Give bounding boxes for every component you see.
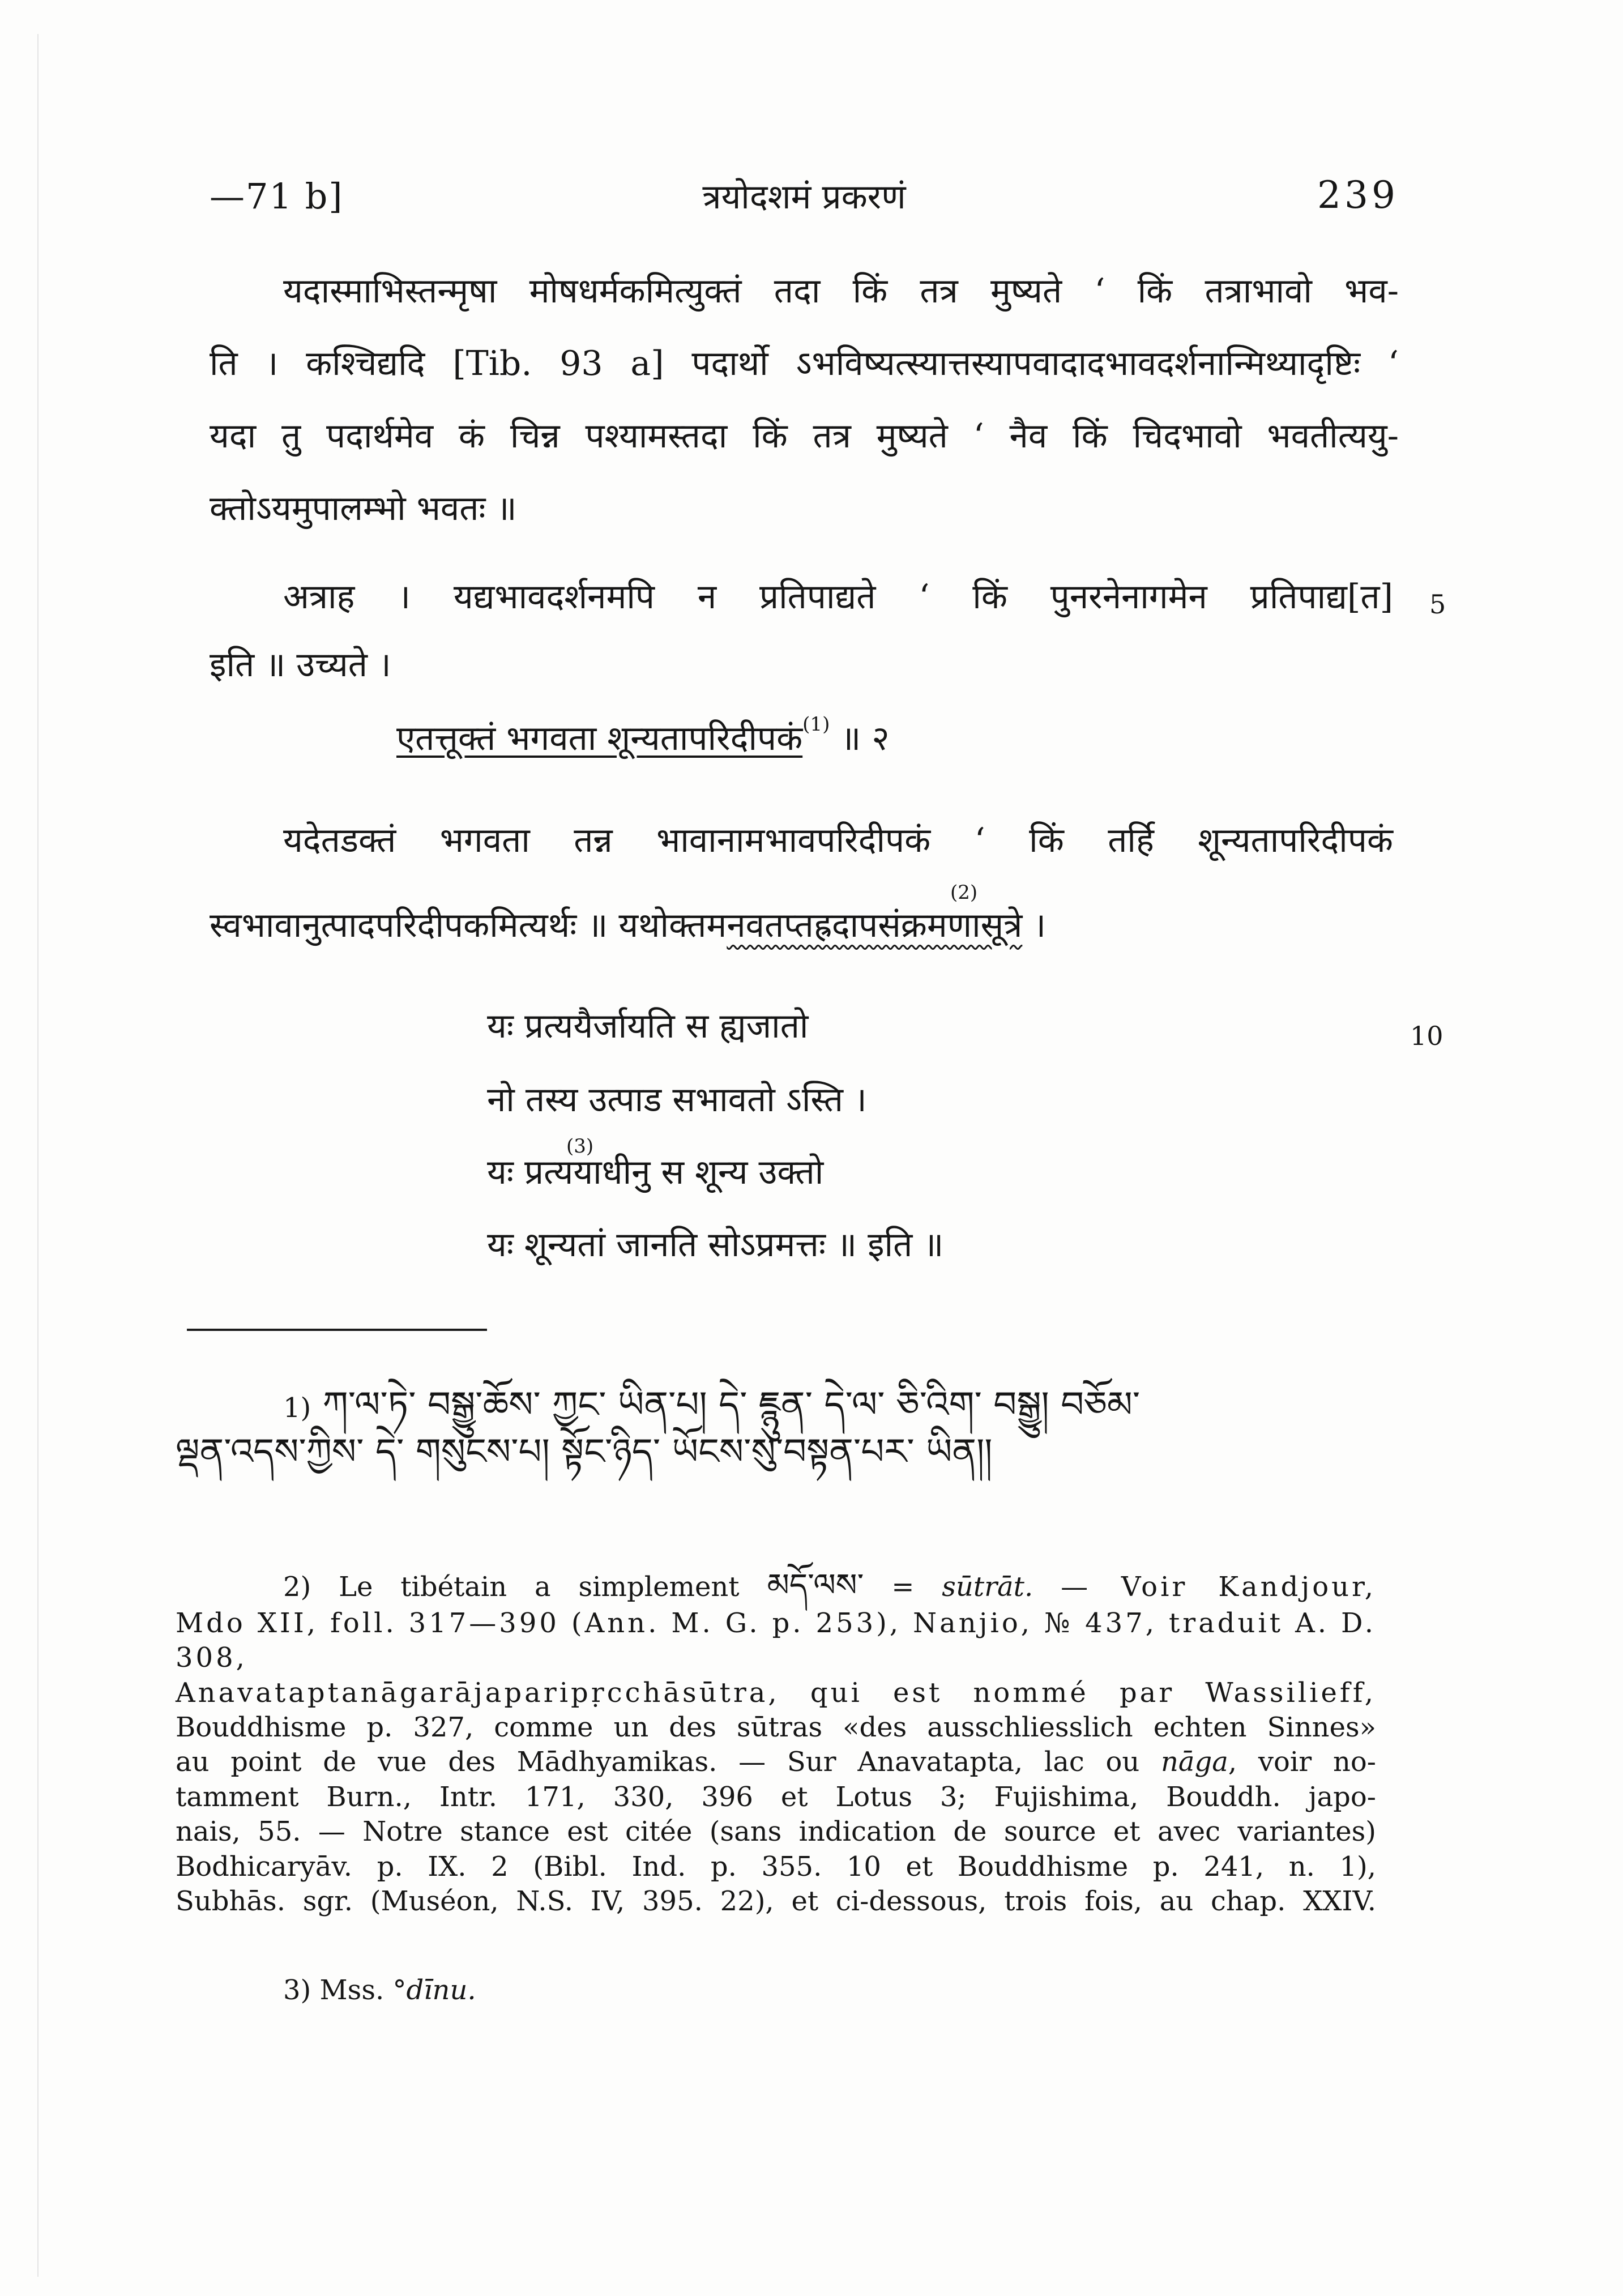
para1-line1: यदास्माभिस्तन्मृषा मोषधर्मकमित्युक्तं तदा किं तत्र मुष्यते ‘ किं तत्राभावो भव- <box>283 271 1399 311</box>
footnote-3-reading: °dīnu. <box>392 1974 476 2006</box>
footnote-3-start: Mss. <box>319 1974 385 2006</box>
footnote-2-line4: Bouddhisme p. 327, comme un des sūtras «des ausschliesslich echten Sinnes» <box>176 1711 1376 1743</box>
footnote-1-line2: ལྡན་འདས་ཀྱིས་ དེ་ གསུངས་པ། སྟོང་ཉིད་ ཡོངས་སུ་བསྟན་པར་ ཡིན།། <box>176 1431 993 1474</box>
footnote-2-sutrat: sūtrāt. <box>942 1571 1033 1603</box>
footnote-2-tibetan: མདོ་ལས་ <box>767 1567 864 1604</box>
para1-line3: यदा तु पदार्थमेव कं चिन्न पश्यामस्तदा किं तत्र मुष्यते ‘ नैव किं चिदभावो भवतीत्ययु- <box>210 416 1399 456</box>
verse-line-2: नो तस्य उत्पाड सभावतो ऽस्ति । <box>487 1080 867 1120</box>
footnote-2-equals: = <box>891 1571 915 1603</box>
footnote-2-line3: Anavataptanāgarājaparipṛcchāsūtra, qui est nommé par Wassilieff, <box>176 1676 1376 1709</box>
page-number: 239 <box>1317 173 1399 217</box>
line-number-10: 10 <box>1410 1021 1443 1051</box>
footnote-2-marker: 2) <box>283 1571 311 1603</box>
line-number-5: 5 <box>1429 589 1446 620</box>
footnote-2-start: Le tibétain a simplement <box>339 1571 740 1603</box>
footnote-2-line6: tamment Burn., Intr. 171, 330, 396 et Lotus 3; Fujishima, Bouddh. japo- <box>176 1781 1376 1813</box>
footnote-2-line8: Bodhicaryāv. p. IX. 2 (Bibl. Ind. p. 355. 10 et Bouddhisme p. 241, n. 1), <box>176 1850 1376 1883</box>
para3-line1: यदेतडक्तं भगवता तन्न भावानामभावपरिदीपकं ‘ किं तर्हि शून्यतापरिदीपकं <box>283 821 1393 860</box>
footnote-2-line7: nais, 55. — Notre stance est citée (sans indication de source et avec variantes) <box>176 1816 1376 1848</box>
para3-line2-start: स्वभावानुत्पादपरिदीपकमित्यर्थः ॥ यथोक्तम <box>210 906 727 945</box>
verse-line-3: यः प्रत्ययाधीनु स शून्य उक्तो <box>487 1153 824 1192</box>
para2-line1: अत्राह । यद्यभावदर्शनमपि न प्रतिपाद्यते ‘ किं पुनरनेनागमेन प्रतिपाद्य[त] <box>283 577 1393 617</box>
verse-line-4: यः शून्यतां जानति सोऽप्रमत्तः ॥ इति ॥ <box>487 1225 944 1265</box>
footnote-1-line1 <box>176 1382 1376 1429</box>
header-chapter-title: त्रयोदशमं प्रकरणं <box>702 177 906 217</box>
footnote-2-line9: Subhās. sgr. (Muséon, N.S. IV, 395. 22), et ci-dessous, trois fois, au chap. XXIV. <box>176 1885 1376 1918</box>
page-edge <box>37 34 39 2277</box>
para3-line2-end: । <box>1022 906 1047 945</box>
sutra-title: नवतप्तह्रदापसंक्रमणासूत्रे <box>727 906 1023 945</box>
footnote-2-line5-start: au point de vue des Mādhyamikas. — Sur Anavatapta, lac ou <box>176 1746 1140 1778</box>
footnote-mark-2: (2) <box>950 881 978 904</box>
footnote-2-line1 <box>176 1565 1376 1606</box>
karika-text: एतत्तूक्तं भगवता शून्यतापरिदीपकं <box>396 719 803 758</box>
footnote-3 <box>176 1973 1484 2008</box>
para1-line4: क्तोऽयमुपालम्भो भवतः ॥ <box>210 489 517 528</box>
footnote-2-naga: nāga <box>1161 1746 1228 1778</box>
para3-line2 <box>210 906 1399 945</box>
footnote-2 <box>176 1565 1376 1919</box>
running-header <box>210 170 1399 232</box>
verse-line-1: यः प्रत्ययैर्जायति स ह्यजातो <box>487 1006 809 1046</box>
footnote-2-after: — Voir Kandjour, <box>1061 1571 1376 1603</box>
karika-number: ॥ २ <box>840 719 890 758</box>
footnote-1-text-1: ཀ་ལ་ཏེ་ བསྒྱུ་ཆོས་ ཀྱང་ ཡིན་པ། དེ་ ཇྙུན་ དེ་ལ་ ཅི་འིག་ བསྒྱུ། བཅོམ་ <box>322 1384 1141 1426</box>
footnote-1-marker: 1) <box>283 1392 311 1424</box>
header-folio-ref: —71 b] <box>210 176 344 217</box>
footnote-1 <box>176 1382 1376 1476</box>
footnote-2-line5 <box>176 1745 1376 1779</box>
footnote-3-marker: 3) <box>283 1974 311 2006</box>
karika-line <box>396 713 1246 758</box>
footnote-mark-1: (1) <box>802 713 830 736</box>
para1-line2: ति । कश्चिद्यदि [Tib. 93 a] पदार्थो ऽभविष्यत्स्यात्तस्यापवादादभावदर्शनान्मिथ्यादृष्टिः ‘ <box>210 344 1399 383</box>
para2-line2: इति ॥ उच्यते । <box>210 645 391 685</box>
footnote-2-line2: Mdo XII, foll. 317—390 (Ann. M. G. p. 253), Nanjio, № 437, traduit A. D. 308, <box>176 1607 1376 1674</box>
footnote-mark-3: (3) <box>566 1135 594 1158</box>
footnote-rule <box>187 1329 487 1331</box>
footnote-2-line5-end: , voir no- <box>1228 1746 1376 1778</box>
